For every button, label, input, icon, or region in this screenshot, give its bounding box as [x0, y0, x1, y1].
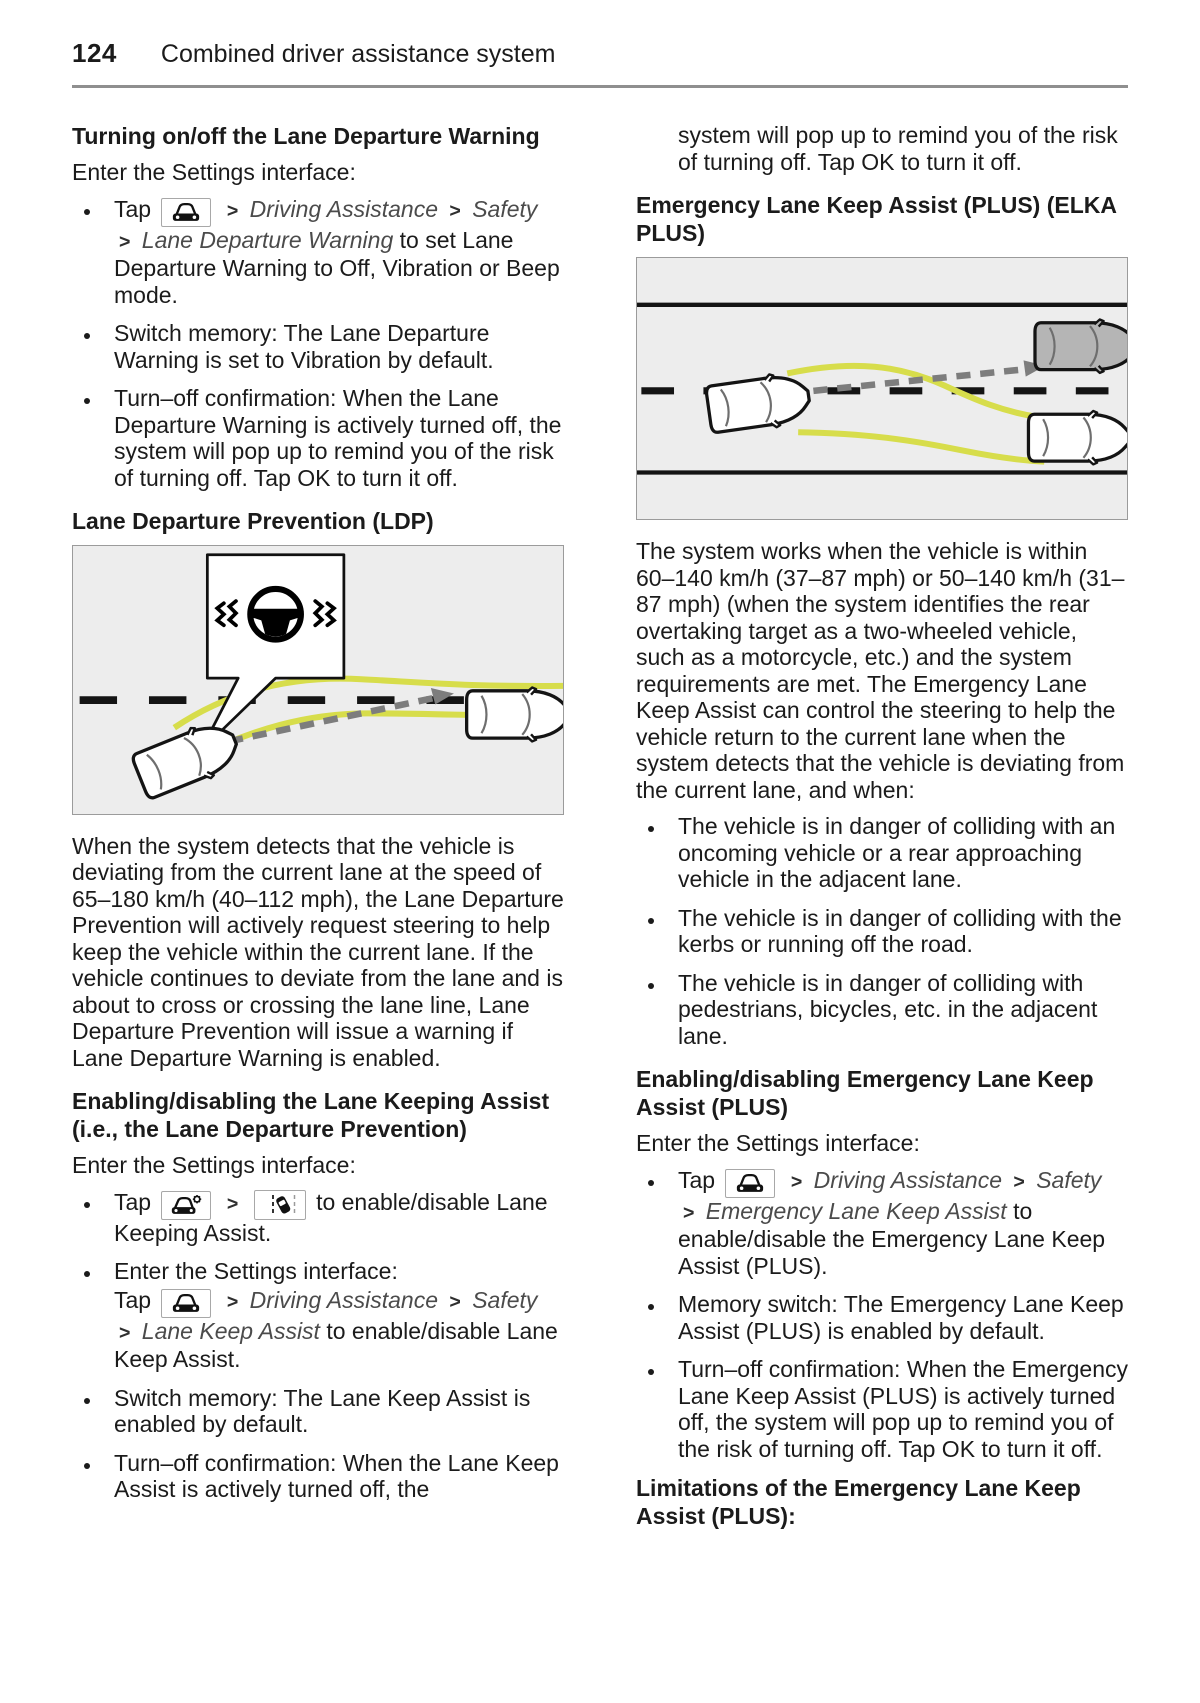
menu-item: Safety: [472, 195, 538, 222]
page-header: [72, 38, 1128, 88]
menu-item: Driving Assistance: [249, 195, 438, 222]
ego-vehicle: [705, 369, 812, 436]
adjacent-lane-vehicle: [1028, 411, 1127, 464]
page-number: 124: [72, 38, 117, 68]
vehicle-settings-icon: [161, 198, 211, 227]
section-heading-elka-enable: Enabling/disabling Emergency Lane Keep Assist (PLUS): [636, 1066, 1094, 1121]
menu-item: Safety: [1036, 1166, 1102, 1193]
section-heading-lka: Enabling/disabling the Lane Keeping Assist (i.e., the Lane Departure Prevention): [72, 1088, 550, 1143]
lane-keep-assist-icon: [254, 1190, 306, 1220]
chevron-icon: >: [226, 1290, 239, 1313]
bullet-text: to enable/disable Lane Keeping Assist.: [114, 1188, 548, 1246]
bullet-text: Memory switch: The Emergency Lane Keep Assist (PLUS) is enabled by default.: [678, 1291, 1124, 1344]
bullet-text: The vehicle is in danger of colliding with pedestrians, bicycles, etc. in the adjacent lane.: [678, 969, 1098, 1049]
lead-vehicle: [467, 687, 563, 741]
tap-path-line: [114, 1287, 564, 1373]
elka-body: The system works when the vehicle is within 60–140 km/h (37–87 mph) or 50–140 km/h (31–87 mph) (when the system identifies the rear overtaking target as a two-wheeled vehicle, such as a motorcycle, etc.) and the system requirements are met. The Emergency Lane Keep Assist can control the steering to help the vehicle return to the current lane when the system detects that the vehicle is deviating from the current lane, and when:: [636, 538, 1125, 803]
menu-item: Safety: [472, 1286, 538, 1313]
bullet-text: Switch memory: The Lane Departure Warning is set to Vibration by default.: [114, 320, 494, 373]
chevron-icon: >: [790, 1170, 803, 1193]
tap-label: Tap: [114, 1286, 152, 1313]
list-item: [666, 1356, 1128, 1462]
left-column: [72, 118, 564, 1539]
overtaking-vehicle: [1035, 320, 1127, 373]
chevron-icon: >: [226, 199, 239, 222]
section-heading-ldw: Turning on/off the Lane Departure Warning: [72, 123, 540, 149]
list-item: [666, 813, 1128, 893]
menu-item: Lane Departure Warning: [141, 226, 394, 253]
lane-guide-line-lower: [798, 432, 1044, 461]
bullet-text: Switch memory: The Lane Keep Assist is enabled by default.: [114, 1384, 531, 1438]
two-column-layout: [72, 118, 1128, 1539]
list-item: [666, 905, 1128, 958]
bullet-text: The vehicle is in danger of colliding with an oncoming vehicle or a rear approaching vehicle in the adjacent lane.: [678, 813, 1116, 893]
menu-item: Driving Assistance: [249, 1286, 438, 1313]
elka-diagram-svg: [637, 258, 1127, 519]
list-item: [102, 1258, 564, 1373]
bullet-text: • Enter the Settings interface:: [114, 1258, 398, 1285]
menu-item: Driving Assistance: [813, 1166, 1002, 1193]
section-heading-ldp: Lane Departure Prevention (LDP): [72, 508, 434, 534]
menu-item: Lane Keep Assist: [141, 1317, 320, 1344]
list-item: [102, 385, 564, 491]
warning-bubble: [201, 555, 344, 751]
page-title: Combined driver assistance system: [160, 40, 556, 68]
list-item: [666, 1291, 1128, 1344]
list-item: [102, 196, 564, 309]
bullet-text: to enable/disable the Emergency Lane Keep Assist (PLUS).: [678, 1197, 1106, 1279]
list-item: [102, 1450, 564, 1503]
tap-label: Tap: [678, 1166, 716, 1193]
list-item: [102, 320, 564, 373]
ldw-intro: Enter the Settings interface:: [72, 159, 356, 185]
ego-vehicle: [130, 715, 245, 803]
bullet-text: to enable/disable Lane Keep Assist.: [114, 1317, 558, 1373]
ldp-body: When the system detects that the vehicle is deviating from the current lane at the speed of 65–180 km/h (40–112 mph), the Lane Departure Prevention will actively request steering to help keep the vehicle within the current lane. If the vehicle continues to deviate from the lane and is about to cross or crossing the lane line, Lane Departure Prevention will issue a warning if Lane Departure Warning is enabled.: [72, 832, 564, 1071]
tap-label: Tap: [114, 195, 152, 222]
ldp-diagram-svg: [73, 546, 563, 814]
chevron-icon: >: [449, 1290, 461, 1313]
section-heading-limitations: Limitations of the Emergency Lane Keep Assist (PLUS):: [636, 1475, 1081, 1530]
elka-enable-intro: Enter the Settings interface:: [636, 1130, 920, 1157]
menu-item: Emergency Lane Keep Assist: [705, 1197, 1007, 1224]
list-item: [102, 1385, 564, 1438]
continuation-paragraph: system will pop up to remind you of the risk of turning off. Tap OK to turn it off.: [678, 122, 1118, 175]
list-item: [666, 970, 1128, 1050]
section-heading-elka: Emergency Lane Keep Assist (PLUS) (ELKA PLUS): [636, 192, 1117, 246]
bullet-text: Turn–off confirmation: When the Lane Keep Assist is actively turned off, the: [114, 1449, 559, 1503]
chevron-icon: >: [226, 1192, 239, 1215]
ldp-diagram: [72, 545, 564, 815]
list-item: [102, 1189, 564, 1247]
vehicle-settings-gear-icon: [161, 1191, 211, 1220]
chevron-icon: >: [119, 230, 131, 253]
elka-bullet-list: [636, 813, 1128, 1049]
list-item: [666, 1167, 1128, 1280]
lka-intro: Enter the Settings interface:: [72, 1152, 356, 1179]
ldw-bullet-list: [72, 196, 564, 492]
chevron-icon: >: [683, 1201, 695, 1224]
chevron-icon: >: [1013, 1170, 1025, 1193]
elka-diagram: [636, 257, 1128, 520]
bullet-text: The vehicle is in danger of colliding with the kerbs or running off the road.: [678, 904, 1122, 958]
bullet-text: Turn–off confirmation: When the Emergency Lane Keep Assist (PLUS) is actively turned off, the system will pop up to remind you of the risk of turning off. Tap OK to turn it off.: [678, 1356, 1128, 1462]
bullet-text: Turn–off confirmation: When the Lane Departure Warning is actively turned off, the system will pop up to remind you of the risk of turning off. Tap OK to turn it off.: [114, 385, 562, 491]
chevron-icon: >: [449, 199, 461, 222]
tap-label: Tap: [114, 1188, 152, 1215]
bullet-text: to set Lane Departure Warning to Off, Vibration or Beep mode.: [114, 226, 560, 308]
chevron-icon: >: [119, 1321, 131, 1344]
right-column: [636, 118, 1128, 1539]
lka-bullet-list: [72, 1189, 564, 1503]
vehicle-settings-icon: [725, 1169, 775, 1198]
vehicle-settings-icon: [161, 1289, 211, 1318]
elka-enable-bullet-list: [636, 1167, 1128, 1463]
